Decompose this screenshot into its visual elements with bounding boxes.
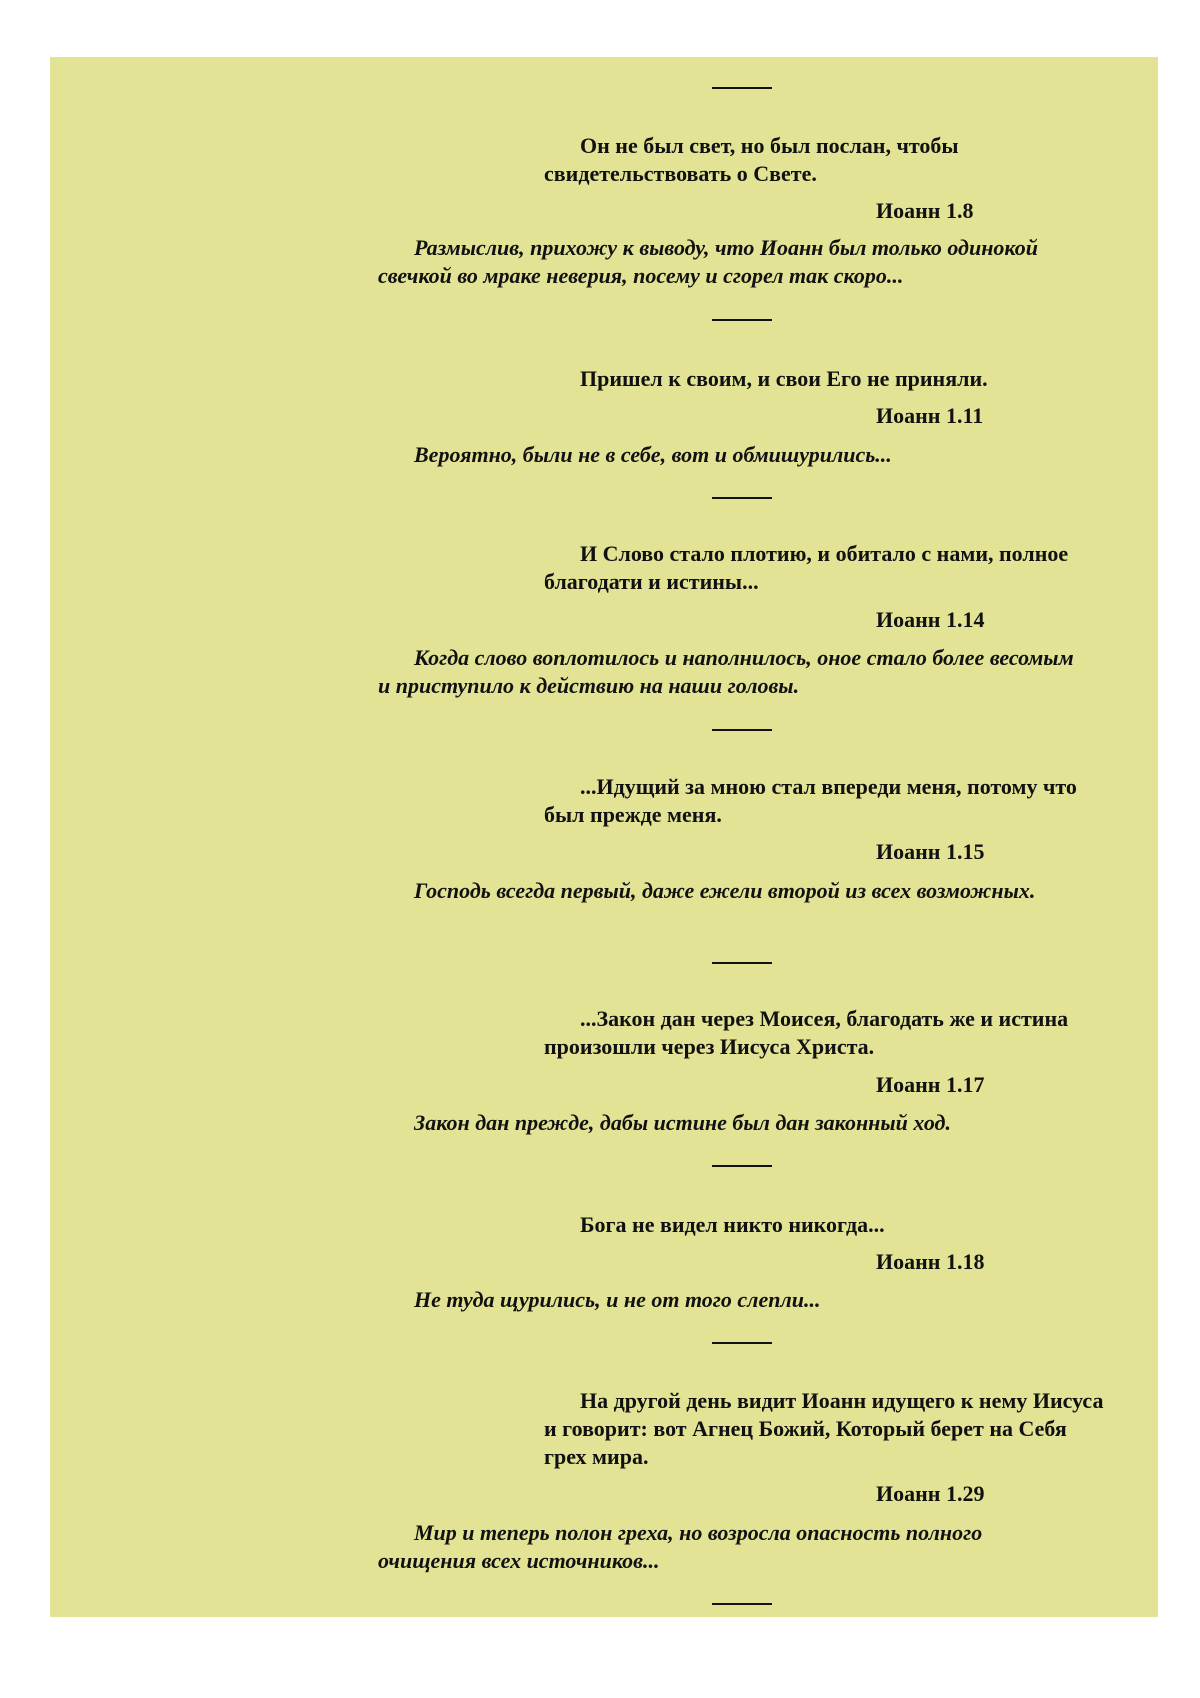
separator: [712, 497, 772, 499]
commentary: Закон дан прежде, дабы истине был дан законный ход.: [414, 1110, 951, 1135]
separator: [712, 729, 772, 731]
scripture-quote: Пришел к своим, и свои Его не приняли.: [580, 366, 988, 391]
scripture-quote: Он не был свет, но был послан, чтобы свидетельствовать о Свете.: [544, 133, 959, 186]
scripture-quote: Бога не видел никто никогда...: [580, 1212, 885, 1237]
commentary: Господь всегда первый, даже ежели второй из всех возможных.: [414, 878, 1036, 903]
document-page: [50, 57, 1158, 1617]
scripture-reference: Иоанн 1.18: [876, 1249, 985, 1274]
commentary: Вероятно, были не в себе, вот и обмишурились...: [414, 442, 892, 467]
separator: [712, 1342, 772, 1344]
scripture-quote: ...Закон дан через Моисея, благодать же и истина произошли через Иисуса Христа.: [544, 1006, 1069, 1059]
separator: [712, 1603, 772, 1605]
scripture-quote: ...Идущий за мною стал впереди меня, потому что был прежде меня.: [544, 774, 1077, 827]
commentary: Размыслив, прихожу к выводу, что Иоанн был только одинокой свечкой во мраке неверия, посему и сгорел так скоро...: [378, 235, 1038, 288]
separator: [712, 962, 772, 964]
separator: [712, 319, 772, 321]
scripture-reference: Иоанн 1.15: [876, 839, 985, 864]
separator: [712, 1165, 772, 1167]
commentary: Не туда щурились, и не от того слепли...: [414, 1287, 821, 1312]
commentary: Когда слово воплотилось и наполнилось, оное стало более весомым и приступило к действию на наши головы.: [378, 645, 1074, 698]
scripture-quote: На другой день видит Иоанн идущего к нему Иисуса и говорит: вот Агнец Божий, Который берет на Себя грех мира.: [544, 1388, 1104, 1469]
scripture-quote: И Слово стало плотию, и обитало с нами, полное благодати и истины...: [544, 541, 1069, 594]
scripture-reference: Иоанн 1.29: [876, 1481, 985, 1506]
scripture-reference: Иоанн 1.14: [876, 607, 985, 632]
scripture-reference: Иоанн 1.11: [876, 403, 984, 428]
separator: [712, 87, 772, 89]
scripture-reference: Иоанн 1.17: [876, 1072, 985, 1097]
commentary: Мир и теперь полон греха, но возросла опасность полного очищения всех источников...: [378, 1520, 983, 1573]
scripture-reference: Иоанн 1.8: [876, 198, 974, 223]
